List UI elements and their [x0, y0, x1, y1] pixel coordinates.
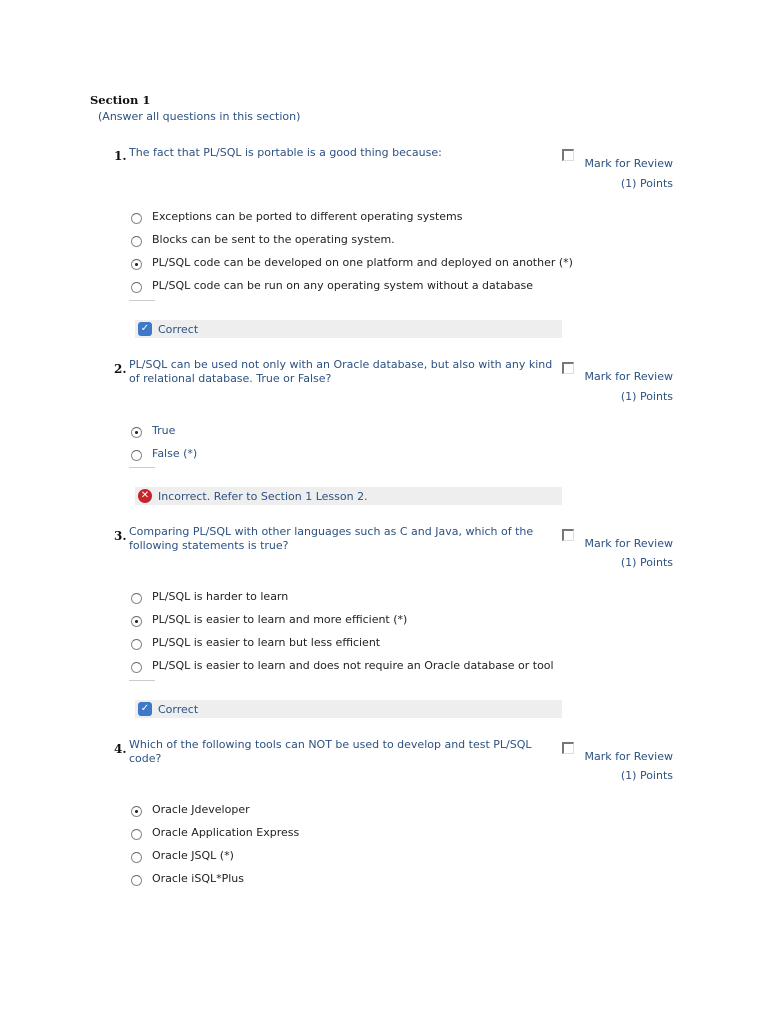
feedback-bar: [135, 487, 562, 505]
error-x-icon: ✕: [138, 489, 152, 503]
option-label: PL/SQL is easier to learn and more efficient (*): [152, 612, 408, 626]
radio-button[interactable]: [131, 662, 142, 673]
question-number: 3.: [114, 529, 127, 543]
radio-button[interactable]: [131, 875, 142, 886]
mark-for-review-label: Mark for Review: [584, 370, 673, 383]
radio-button-selected[interactable]: [131, 616, 142, 627]
checkmark-icon: ✓: [138, 322, 152, 336]
points-label: (1) Points: [620, 177, 673, 190]
feedback-text: Correct: [158, 702, 199, 716]
radio-button[interactable]: [131, 852, 142, 863]
mark-for-review-label: Mark for Review: [584, 750, 673, 763]
question-number: 1.: [114, 149, 127, 163]
feedback-bar: [135, 320, 562, 338]
option-label: PL/SQL is easier to learn and does not require an Oracle database or tool: [152, 658, 554, 672]
question-text: Comparing PL/SQL with other languages such as C and Java, which of the following statements is true?: [129, 525, 534, 552]
answer-option[interactable]: [131, 824, 299, 840]
option-label: PL/SQL code can be developed on one platform and deployed on another (*): [152, 255, 573, 269]
question-number: 2.: [114, 362, 127, 376]
divider: [129, 467, 155, 468]
answer-option[interactable]: [131, 657, 554, 673]
option-label: Oracle iSQL*Plus: [152, 871, 245, 885]
radio-button[interactable]: [131, 236, 142, 247]
answer-option[interactable]: [131, 847, 299, 863]
question-text: Which of the following tools can NOT be used to develop and test PL/SQL code?: [129, 738, 532, 765]
answer-option[interactable]: [131, 231, 573, 247]
checkmark-icon: ✓: [138, 702, 152, 716]
answer-option[interactable]: [131, 208, 573, 224]
question-text: The fact that PL/SQL is portable is a good thing because:: [129, 146, 442, 159]
option-label: False (*): [152, 446, 198, 460]
question-text: PL/SQL can be used not only with an Oracle database, but also with any kind of relational database. True or False?: [129, 358, 553, 385]
radio-button[interactable]: [131, 213, 142, 224]
section-title: Section 1: [90, 93, 151, 107]
answer-options: [131, 588, 554, 673]
option-label: Oracle Jdeveloper: [152, 802, 250, 816]
radio-button-selected[interactable]: [131, 259, 142, 270]
answer-options: [131, 208, 573, 293]
answer-option[interactable]: [131, 445, 197, 461]
answer-option[interactable]: [131, 588, 554, 604]
answer-options: [131, 801, 299, 886]
option-label: Blocks can be sent to the operating system.: [152, 232, 395, 246]
answer-option[interactable]: [131, 634, 554, 650]
option-label: Oracle Application Express: [152, 825, 300, 839]
radio-button[interactable]: [131, 593, 142, 604]
radio-button-selected[interactable]: [131, 806, 142, 817]
option-label: Oracle JSQL (*): [152, 848, 234, 862]
answer-option[interactable]: [131, 254, 573, 270]
radio-button[interactable]: [131, 639, 142, 650]
option-label: PL/SQL is harder to learn: [152, 589, 289, 603]
points-label: (1) Points: [620, 769, 673, 782]
feedback-text: Incorrect. Refer to Section 1 Lesson 2.: [158, 489, 368, 503]
section-subtitle: (Answer all questions in this section): [98, 110, 301, 123]
radio-button-selected[interactable]: [131, 427, 142, 438]
answer-options: [131, 422, 197, 461]
divider: [129, 680, 155, 681]
mark-for-review-label: Mark for Review: [584, 537, 673, 550]
radio-button[interactable]: [131, 450, 142, 461]
option-label: Exceptions can be ported to different operating systems: [152, 209, 463, 223]
points-label: (1) Points: [620, 556, 673, 569]
question-number: 4.: [114, 742, 127, 756]
feedback-bar: [135, 700, 562, 718]
points-label: (1) Points: [620, 390, 673, 403]
answer-option[interactable]: [131, 422, 197, 438]
feedback-text: Correct: [158, 322, 199, 336]
answer-option[interactable]: [131, 611, 554, 627]
radio-button[interactable]: [131, 829, 142, 840]
option-label: PL/SQL is easier to learn but less efficient: [152, 635, 381, 649]
answer-option[interactable]: [131, 801, 299, 817]
radio-button[interactable]: [131, 282, 142, 293]
mark-for-review-label: Mark for Review: [584, 157, 673, 170]
answer-option[interactable]: [131, 870, 299, 886]
option-label: True: [152, 423, 176, 437]
divider: [129, 300, 155, 301]
answer-option[interactable]: [131, 277, 573, 293]
option-label: PL/SQL code can be run on any operating system without a database: [152, 278, 534, 292]
